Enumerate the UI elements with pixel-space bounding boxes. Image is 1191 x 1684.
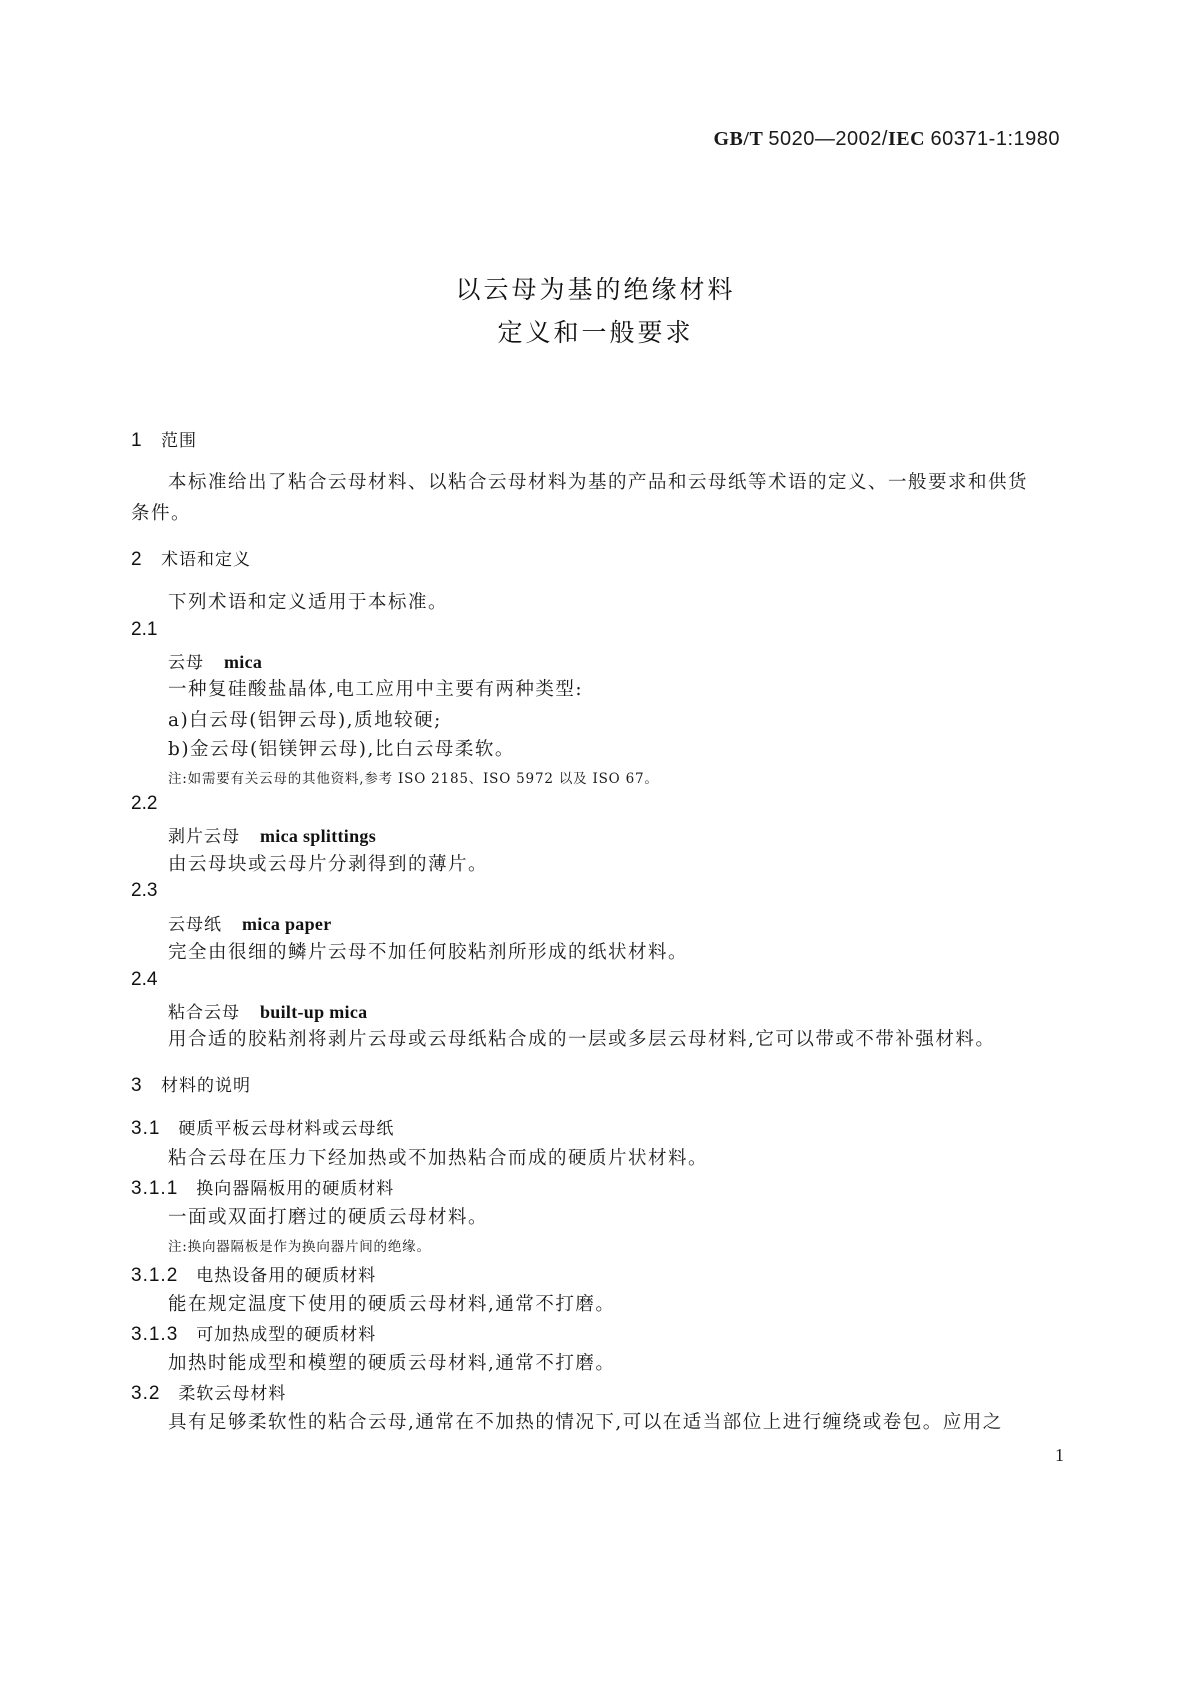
term-2-2-number: 2.2 — [131, 793, 158, 814]
section-1-paragraph-line1: 本标准给出了粘合云母材料、以粘合云母材料为基的产品和云母纸等术语的定义、一般要求和供货 — [168, 472, 1029, 493]
code-iec-number: 60371-1:1980 — [930, 128, 1060, 150]
term-2-4-definition: 用合适的胶粘剂将剥片云母或云母纸粘合成的一层或多层云母材料,它可以带或不带补强材料。 — [168, 1029, 996, 1050]
section-2-heading — [131, 545, 251, 571]
term-cn: 云母 — [168, 653, 204, 673]
section-number: 1 — [131, 430, 143, 451]
section-title: 电热设备用的硬质材料 — [196, 1266, 377, 1286]
section-2-intro: 下列术语和定义适用于本标准。 — [168, 592, 449, 613]
term-en: built-up mica — [260, 1002, 368, 1022]
section-title: 术语和定义 — [161, 550, 251, 570]
standard-code — [713, 128, 1060, 151]
section-title: 换向器隔板用的硬质材料 — [196, 1179, 395, 1199]
term-en: mica paper — [242, 914, 332, 934]
section-3-2-definition: 具有足够柔软性的粘合云母,通常在不加热的情况下,可以在适当部位上进行缠绕或卷包。应用之 — [168, 1412, 1003, 1433]
section-number: 3.2 — [131, 1383, 161, 1404]
term-2-1-definition: 一种复硅酸盐晶体,电工应用中主要有两种类型: — [168, 679, 584, 700]
term-2-4-number: 2.4 — [131, 969, 158, 990]
section-number: 2 — [131, 549, 143, 570]
section-number: 3.1.2 — [131, 1265, 179, 1286]
term-2-1-note: 注:如需要有关云母的其他资料,参考 ISO 2185、ISO 5972 以及 ISO 67。 — [168, 771, 659, 787]
term-cn: 云母纸 — [168, 915, 222, 935]
term-cn: 剥片云母 — [168, 827, 240, 847]
term-2-2-definition: 由云母块或云母片分剥得到的薄片。 — [168, 854, 489, 875]
section-title: 柔软云母材料 — [178, 1384, 287, 1404]
code-prefix: GB/T — [713, 128, 763, 150]
section-number: 3 — [131, 1075, 143, 1096]
term-cn: 粘合云母 — [168, 1003, 240, 1023]
term-2-2-heading — [168, 822, 376, 847]
term-2-4-heading — [168, 998, 367, 1023]
section-1-heading — [131, 426, 197, 452]
section-3-1-heading — [131, 1114, 394, 1140]
section-3-2-heading — [131, 1379, 286, 1405]
section-3-1-3-definition: 加热时能成型和模塑的硬质云母材料,通常不打磨。 — [168, 1353, 616, 1374]
term-2-1-heading — [168, 648, 262, 673]
section-3-1-1-note: 注:换向器隔板是作为换向器片间的绝缘。 — [168, 1239, 431, 1255]
section-title: 硬质平板云母材料或云母纸 — [178, 1119, 395, 1139]
document-title-line1: 以云母为基的绝缘材料 — [455, 275, 736, 304]
section-number: 3.1 — [131, 1118, 161, 1139]
code-iec: IEC — [887, 128, 926, 150]
section-3-1-2-definition: 能在规定温度下使用的硬质云母材料,通常不打磨。 — [168, 1294, 616, 1315]
term-2-3-heading — [168, 910, 331, 935]
term-2-3-definition: 完全由很细的鳞片云母不加任何胶粘剂所形成的纸状材料。 — [168, 942, 689, 963]
section-3-1-1-heading — [131, 1174, 394, 1200]
section-1-paragraph-line2: 条件。 — [131, 503, 192, 524]
term-en: mica — [224, 652, 263, 672]
section-title: 范围 — [161, 431, 197, 451]
term-2-3-number: 2.3 — [131, 880, 158, 901]
section-3-1-2-heading — [131, 1261, 376, 1287]
section-3-heading — [131, 1071, 251, 1097]
code-number: 5020—2002/ — [768, 128, 888, 150]
document-title-line2: 定义和一般要求 — [497, 318, 694, 347]
term-en: mica splittings — [260, 826, 377, 846]
section-number: 3.1.1 — [131, 1178, 179, 1199]
section-title: 可加热成型的硬质材料 — [196, 1325, 377, 1345]
term-2-1-item-b: b)金云母(铝镁钾云母),比白云母柔软。 — [168, 739, 515, 760]
term-2-1-item-a: a)白云母(铝钾云母),质地较硬; — [168, 710, 442, 731]
section-3-1-definition: 粘合云母在压力下经加热或不加热粘合而成的硬质片状材料。 — [168, 1148, 709, 1169]
page-number: 1 — [1055, 1445, 1064, 1465]
section-title: 材料的说明 — [161, 1076, 251, 1096]
section-3-1-3-heading — [131, 1320, 376, 1346]
term-2-1-number: 2.1 — [131, 619, 158, 640]
section-3-1-1-definition: 一面或双面打磨过的硬质云母材料。 — [168, 1207, 489, 1228]
section-number: 3.1.3 — [131, 1324, 179, 1345]
